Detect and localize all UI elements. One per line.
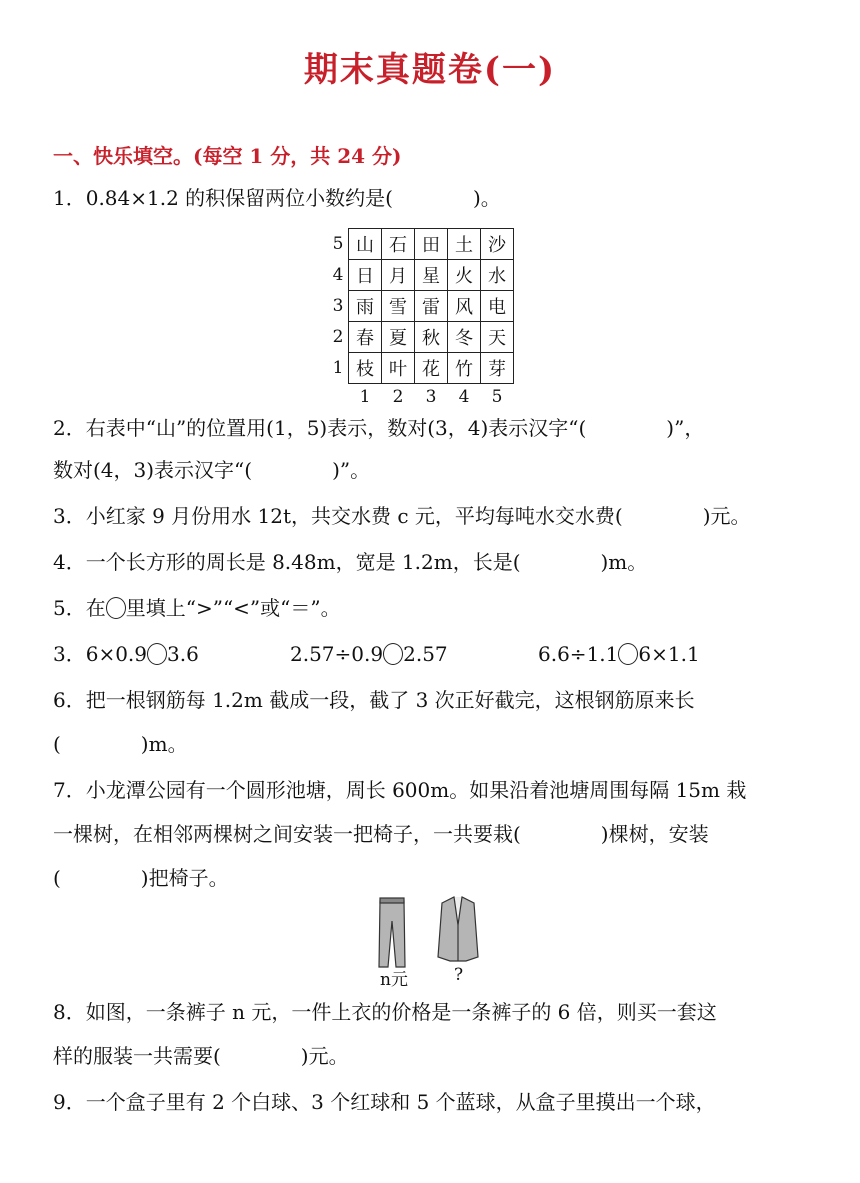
grid-cell: 夏 — [382, 322, 415, 353]
question-5-prefix: 5．在 — [53, 596, 106, 620]
page-title: 期末真题卷(一) — [303, 50, 557, 90]
grid-cell: 电 — [481, 291, 514, 322]
section-heading: 一、快乐填空。(每空 1 分，共 24 分) — [53, 144, 402, 168]
compare-item-1: 3．6×0.9 3.6 — [53, 642, 199, 666]
question-7-line-2: 一棵树，在相邻两棵树之间安装一把椅子，一共要栽( )棵树，安装 — [53, 822, 709, 846]
question-2-line-1: 2．右表中“山”的位置用(1，5)表示，数对(3，4)表示汉字“( )”， — [53, 416, 705, 440]
grid-cell: 春 — [349, 322, 382, 353]
grid-cell: 芽 — [481, 353, 514, 384]
grid-cell: 火 — [448, 260, 481, 291]
grid-col-label: 2 — [392, 387, 404, 407]
grid-cell: 星 — [415, 260, 448, 291]
blank-circle-icon — [106, 597, 126, 619]
compare-item-2: 2.57÷0.9 2.57 — [290, 642, 448, 666]
grid-col-label: 1 — [359, 387, 371, 407]
question-5 — [53, 594, 341, 622]
question-6-line-1: 6．把一根钢筋每 1.2m 截成一段，截了 3 次正好截完，这根钢筋原来长 — [53, 688, 695, 712]
compare-circle-icon[interactable] — [147, 643, 167, 665]
question-1: 1．0.84×1.2 的积保留两位小数约是( )。 — [53, 186, 501, 210]
grid-col-label: 4 — [458, 387, 470, 407]
question-3: 3．小红家 9 月份用水 12t，共交水费 c 元，平均每吨水交水费( )元。 — [53, 504, 751, 528]
character-grid — [330, 228, 514, 409]
grid-row-label: 5 — [332, 234, 344, 254]
question-7-line-1: 7．小龙潭公园有一个圆形池塘，周长 600m。如果沿着池塘周围每隔 15m 栽 — [53, 778, 747, 802]
question-8-line-2: 样的服装一共需要( )元。 — [53, 1044, 349, 1068]
question-6-line-2: ( )m。 — [53, 732, 188, 756]
grid-cell: 叶 — [382, 353, 415, 384]
compare-circle-icon[interactable] — [383, 643, 403, 665]
grid-cell: 水 — [481, 260, 514, 291]
pants-and-jacket-icon — [368, 895, 488, 970]
question-8-line-1: 8．如图，一条裤子 n 元，一件上衣的价格是一条裤子的 6 倍，则买一套这 — [53, 1000, 717, 1024]
grid-row-label: 1 — [332, 358, 344, 378]
grid-cell: 天 — [481, 322, 514, 353]
grid-col-label: 3 — [425, 387, 437, 407]
grid-row-label: 4 — [332, 265, 344, 285]
grid-col-label: 5 — [491, 387, 503, 407]
grid-cell: 雷 — [415, 291, 448, 322]
grid-cell: 月 — [382, 260, 415, 291]
grid-cell: 石 — [382, 229, 415, 260]
grid-row-label: 3 — [332, 296, 344, 316]
grid-cell: 土 — [448, 229, 481, 260]
grid-cell: 风 — [448, 291, 481, 322]
jacket-price-label: ? — [454, 965, 464, 985]
grid-cell: 沙 — [481, 229, 514, 260]
question-7-line-3: ( )把椅子。 — [53, 866, 229, 890]
question-9: 9．一个盒子里有 2 个白球、3 个红球和 5 个蓝球，从盒子里摸出一个球， — [53, 1090, 716, 1114]
grid-cell: 日 — [349, 260, 382, 291]
compare-circle-icon[interactable] — [618, 643, 638, 665]
compare-item-3: 6.6÷1.1 6×1.1 — [538, 642, 700, 666]
grid-row — [330, 229, 514, 260]
clothing-figure — [368, 895, 488, 990]
pants-price-label: n元 — [380, 970, 408, 990]
grid-cell: 枝 — [349, 353, 382, 384]
grid-cell: 冬 — [448, 322, 481, 353]
grid-cell: 秋 — [415, 322, 448, 353]
grid-cell: 竹 — [448, 353, 481, 384]
grid-cell: 雨 — [349, 291, 382, 322]
grid-cell: 花 — [415, 353, 448, 384]
grid-cell: 雪 — [382, 291, 415, 322]
grid-row — [330, 260, 514, 291]
grid-row — [330, 322, 514, 353]
question-5-suffix: 里填上“>”“<”或“＝”。 — [125, 596, 341, 620]
grid-row-label: 2 — [332, 327, 344, 347]
question-2-line-2: 数对(4，3)表示汉字“( )”。 — [53, 458, 371, 482]
question-4: 4．一个长方形的周长是 8.48m，宽是 1.2m，长是( )m。 — [53, 550, 648, 574]
grid-cell: 田 — [415, 229, 448, 260]
grid-row — [330, 291, 514, 322]
grid-row — [330, 353, 514, 384]
grid-cell: 山 — [349, 229, 382, 260]
